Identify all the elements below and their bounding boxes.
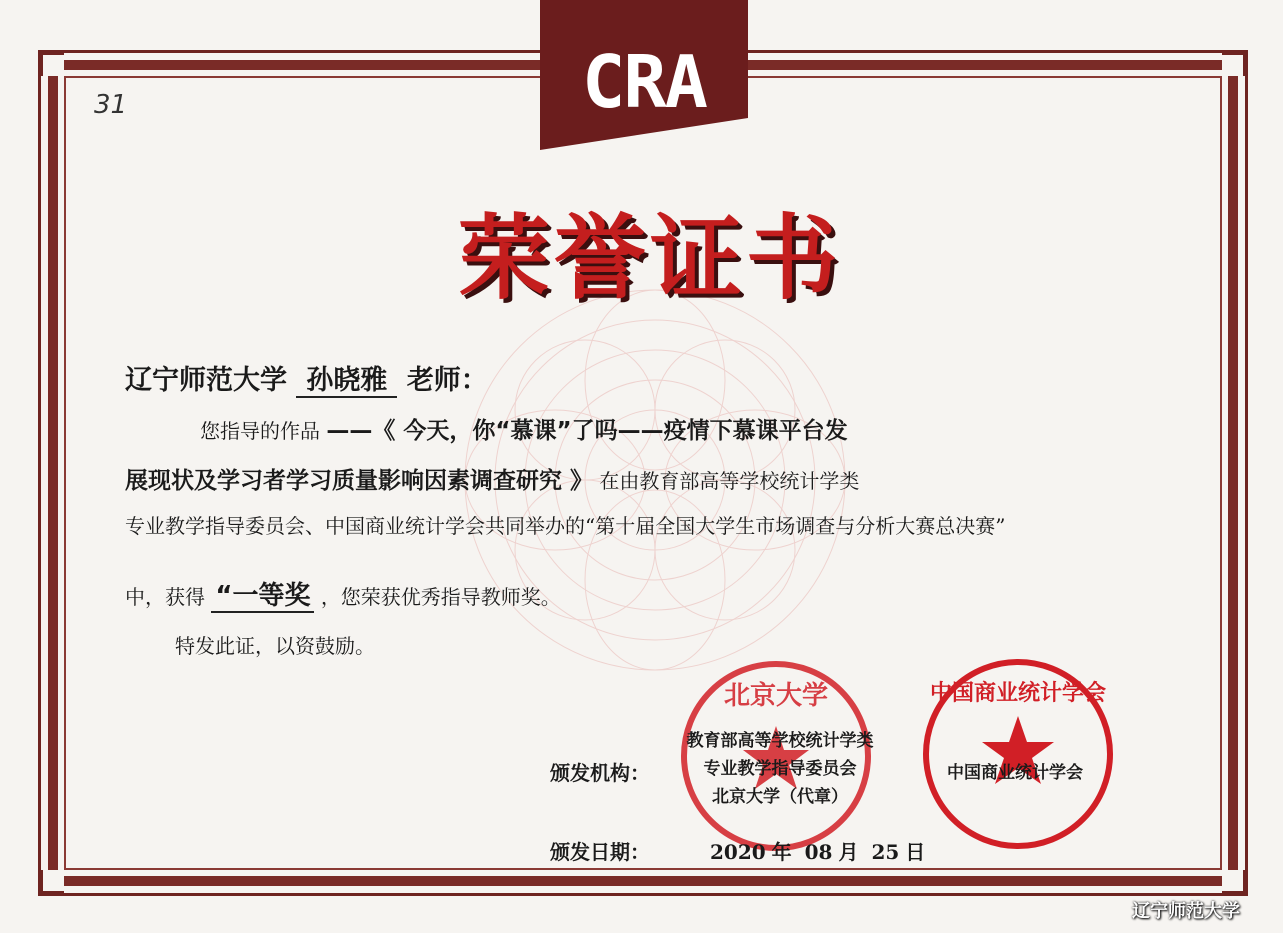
addressee-school: 辽宁师范大学 xyxy=(125,365,287,396)
body-line-2-suffix: 在由教育部高等学校统计学类 xyxy=(599,469,860,493)
body-line-4-prefix: 中，获得 xyxy=(125,585,205,609)
work-title-part1: ——《 今天，你“慕课”了吗——疫情下慕课平台发 xyxy=(326,418,848,444)
date-day-unit: 日 xyxy=(905,840,926,864)
addressee-name: 孙晓雅 xyxy=(296,365,397,398)
date-year: 2020 xyxy=(710,840,766,864)
corner-ornament xyxy=(40,52,64,76)
issuer-line-1: 教育部高等学校统计学类 xyxy=(686,731,874,751)
cra-logo-text: CRA xyxy=(581,40,707,124)
date-day: 25 xyxy=(871,840,900,864)
date-label: 颁发日期： xyxy=(550,840,650,864)
issuer-line-2: 专业教学指导委员会 xyxy=(703,759,857,779)
corner-ornament xyxy=(1222,52,1246,76)
corner-ornament xyxy=(1222,870,1246,894)
issuer-line-3: 北京大学（代章） xyxy=(712,787,848,807)
addressee-suffix: 老师： xyxy=(406,365,488,396)
certificate-title: 荣誉证书 xyxy=(457,205,842,312)
seal-left-text: 北京大学 xyxy=(723,681,829,711)
body-line-3: 专业教学指导委员会、中国商业统计学会共同举办的“第十届全国大学生市场调查与分析大赛总决赛” xyxy=(125,514,1006,538)
body-line-4-suffix: ，您荣获优秀指导教师奖。 xyxy=(320,585,561,609)
date-month-unit: 月 xyxy=(838,840,859,864)
award-level: “一等奖 xyxy=(211,581,314,613)
addressee-line xyxy=(125,358,488,397)
body-prefix: 您指导的作品 xyxy=(200,419,320,443)
watermark: 辽宁师范大学 xyxy=(1132,901,1240,922)
body-line-5: 特发此证，以资鼓励。 xyxy=(175,634,375,658)
seal-statistics-society xyxy=(918,654,1118,854)
work-title-part2: 展现状及学习者学习质量影响因素调查研究 》 xyxy=(125,468,594,494)
issuer-org-2: 中国商业统计学会 xyxy=(947,763,1083,783)
body-line-4 xyxy=(125,575,561,612)
corner-ornament xyxy=(40,870,64,894)
seal-right-text: 中国商业统计学会 xyxy=(929,681,1107,706)
issue-date xyxy=(710,836,931,865)
body-line-2 xyxy=(125,462,859,495)
handwritten-number: 31 xyxy=(94,90,128,120)
issuer-label: 颁发机构： xyxy=(550,761,650,785)
date-month: 08 xyxy=(804,840,833,864)
body-line-1 xyxy=(200,412,848,445)
date-year-unit: 年 xyxy=(771,840,792,864)
